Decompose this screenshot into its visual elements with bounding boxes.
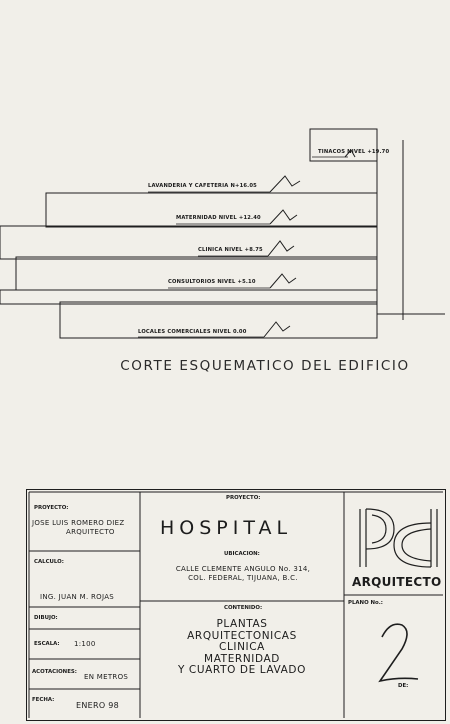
- proyecto-label: PROYECTO:: [34, 505, 69, 511]
- fecha-value: ENERO 98: [76, 701, 120, 710]
- ubicacion-label: UBICACION:: [224, 551, 260, 557]
- level-marker-maternidad: [270, 210, 297, 224]
- level-marker-clinica: [268, 241, 294, 256]
- level-label-locales: LOCALES COMERCIALES NIVEL 0.00: [138, 329, 247, 335]
- proyecto-value-line2: ARQUITECTO: [66, 528, 115, 536]
- project-name-label: PROYECTO:: [226, 495, 261, 501]
- section-caption: CORTE ESQUEMATICO DEL EDIFICIO: [120, 358, 410, 374]
- ubicacion-line1: CALLE CLEMENTE ANGULO No. 314,: [175, 565, 311, 573]
- level-marker-locales: [264, 322, 290, 337]
- level-label-tinacos: TINACOS NIVEL +19.70: [318, 149, 390, 155]
- plano-number-glyph: [380, 624, 418, 681]
- escala-label: ESCALA:: [34, 641, 60, 647]
- slab-lavanderia: [46, 193, 377, 227]
- title-block: [26, 489, 446, 721]
- level-marker-lavanderia: [270, 176, 300, 192]
- logo-caption: ARQUITECTO: [352, 575, 442, 589]
- proyecto-value-line1: JOSE LUIS ROMERO DIEZ: [32, 519, 125, 527]
- ubicacion-line2: COL. FEDERAL, TIJUANA, B.C.: [188, 574, 298, 582]
- fecha-label: FECHA:: [32, 697, 55, 703]
- contenido-label: CONTENIDO:: [224, 605, 263, 611]
- level-label-consultorios: CONSULTORIOS NIVEL +5.10: [168, 279, 256, 285]
- plano-label: PLANO No.:: [348, 600, 383, 606]
- de-label: DE:: [398, 683, 409, 689]
- calculo-value: ING. JUAN M. ROJAS: [40, 593, 115, 601]
- level-label-clinica: CLINICA NIVEL +8.75: [198, 247, 263, 253]
- slab-maternidad: [0, 226, 377, 259]
- contenido-text: PLANTAS ARQUITECTONICAS CLINICA MATERNIDAD Y CUARTO DE LAVADO: [177, 618, 306, 676]
- slab-tinacos: [310, 129, 377, 161]
- project-name: HOSPITAL: [160, 517, 293, 539]
- level-label-maternidad: MATERNIDAD NIVEL +12.40: [176, 215, 261, 221]
- slab-clinica: [16, 257, 377, 290]
- calculo-label: CALCULO:: [34, 559, 64, 565]
- pd-logo: [360, 509, 437, 567]
- escala-value: 1:100: [74, 640, 96, 648]
- dibujo-label: DIBUJO:: [34, 615, 58, 621]
- level-label-lavanderia: LAVANDERIA Y CAFETERIA N+16.05: [148, 183, 257, 189]
- acotaciones-label: ACOTACIONES:: [32, 669, 77, 675]
- acotaciones-value: EN METROS: [84, 673, 129, 681]
- level-marker-consultorios: [270, 274, 296, 288]
